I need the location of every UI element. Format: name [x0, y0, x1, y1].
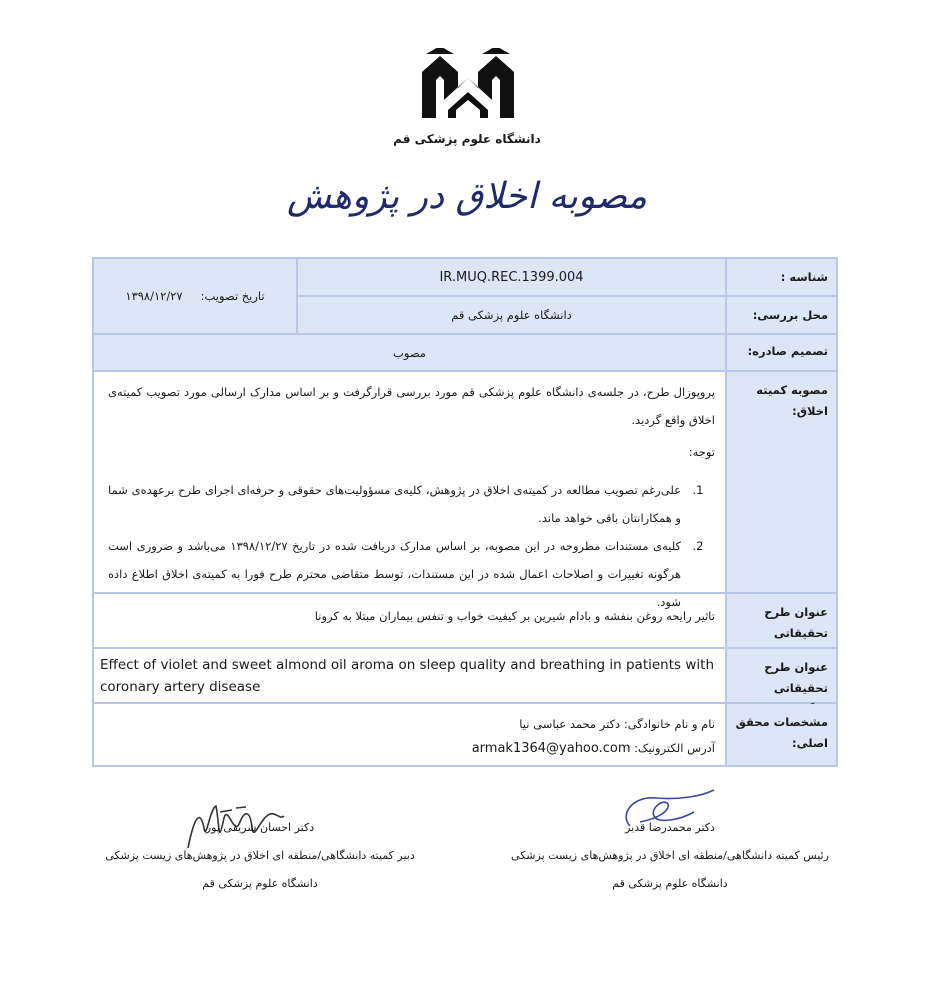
id-value — [296, 259, 725, 297]
right-signatory-role: رئیس کمیته دانشگاهی/منطقه ای اخلاق در پژوهش‌های زیست پزشکی — [511, 849, 829, 862]
investigator-label: مشخصات محقق اصلی: — [725, 704, 836, 765]
id-label: شناسه : — [725, 259, 836, 297]
university-logo — [418, 48, 518, 120]
resolution-text: پروپوزال طرح، در جلسه‌ی دانشگاه علوم پزشکی قم مورد بررسی قرارگرفت و بر اساس مدارک ارسالی مورد تصویب کمیته‌ی اخلاق واقع گردید. — [108, 385, 715, 427]
right-signatory-name: دکتر محمدرضا قدیر — [625, 821, 715, 834]
decision-text: مصوب — [393, 345, 426, 360]
title-fa-label: عنوان طرح تحقیقاتی — [725, 594, 836, 649]
decision-value — [94, 335, 725, 372]
investigator-details — [94, 704, 725, 765]
resolution-label: مصوبه کمیته اخلاق: — [725, 372, 836, 594]
investigator-name: نام و نام خانوادگی: دکتر محمد عباسی نیا — [519, 717, 715, 731]
note-2-number: 2. — [692, 539, 704, 553]
review-place-label: محل بررسی: — [725, 297, 836, 335]
id-value-text: IR.MUQ.REC.1399.004 — [439, 269, 584, 285]
review-place-value — [296, 297, 725, 335]
approval-date-label: تاریخ تصویب: — [200, 289, 265, 303]
title-en-value — [94, 649, 725, 704]
university-name: دانشگاه علوم پزشکی قم — [393, 132, 541, 146]
left-signatory — [90, 814, 430, 898]
resolution-content — [94, 372, 725, 609]
approval-form — [92, 257, 838, 767]
title-fa-text: تاثیر رایحه روغن بنفشه و بادام شیرین بر کیفیت خواب و تنفس بیماران مبتلا به کرونا — [314, 609, 715, 623]
email-label: آدرس الکترونیک: — [634, 741, 715, 755]
left-signatory-org: دانشگاه علوم پزشکی قم — [202, 877, 318, 890]
document-title: مصوبه اخلاق در پژوهش — [287, 176, 647, 217]
title-fa-value — [94, 594, 725, 649]
investigator-email-row — [104, 736, 715, 761]
email-value: armak1364@yahoo.com — [471, 741, 631, 756]
note-2-text: کلیه‌ی مستندات مطروحه در این مصوبه، بر اساس مدارک دریافت شده در تاریخ ۱۳۹۸/۱۲/۲۷ می‌باشد و ضروری است هرگونه تغییرات و اصلاحات اعمال شده در این مستندات، توسط متقاضی محترم طرح فورا به کمیته‌ی اخلاق اطلاع داده شود. — [108, 539, 681, 609]
approval-date-cell — [94, 259, 296, 335]
right-signatory — [500, 814, 840, 898]
decision-label: تصمیم صادره: — [725, 335, 836, 372]
left-signatory-name: دکتر احسان شریفی پور — [205, 821, 315, 834]
review-place-text: دانشگاه علوم پزشکی قم — [451, 308, 572, 322]
note-item-1 — [108, 476, 715, 532]
title-en-text: Effect of violet and sweet almond oil aroma on sleep quality and breathing in patients with coronary artery disease — [100, 657, 714, 695]
right-signatory-org: دانشگاه علوم پزشکی قم — [612, 877, 728, 890]
title-en-label: عنوان طرح تحقیقاتی — [725, 649, 836, 704]
note-1-number: 1. — [692, 483, 704, 497]
note-label: توجه: — [688, 445, 715, 459]
left-signatory-role: دبیر کمیته دانشگاهی/منطقه ای اخلاق در پژوهش‌های زیست پزشکی — [105, 849, 415, 862]
note-1-text: علی‌رغم تصویب مطالعه در کمیته‌ی اخلاق در پژوهش، کلیه‌ی مسؤولیت‌های حقوقی و حرفه‌ای اجرای طرح برعهده‌ی شما و همکارانتان باقی خواهد ماند. — [108, 483, 681, 525]
approval-date-value: ۱۳۹۸/۱۲/۲۷ — [125, 289, 183, 303]
